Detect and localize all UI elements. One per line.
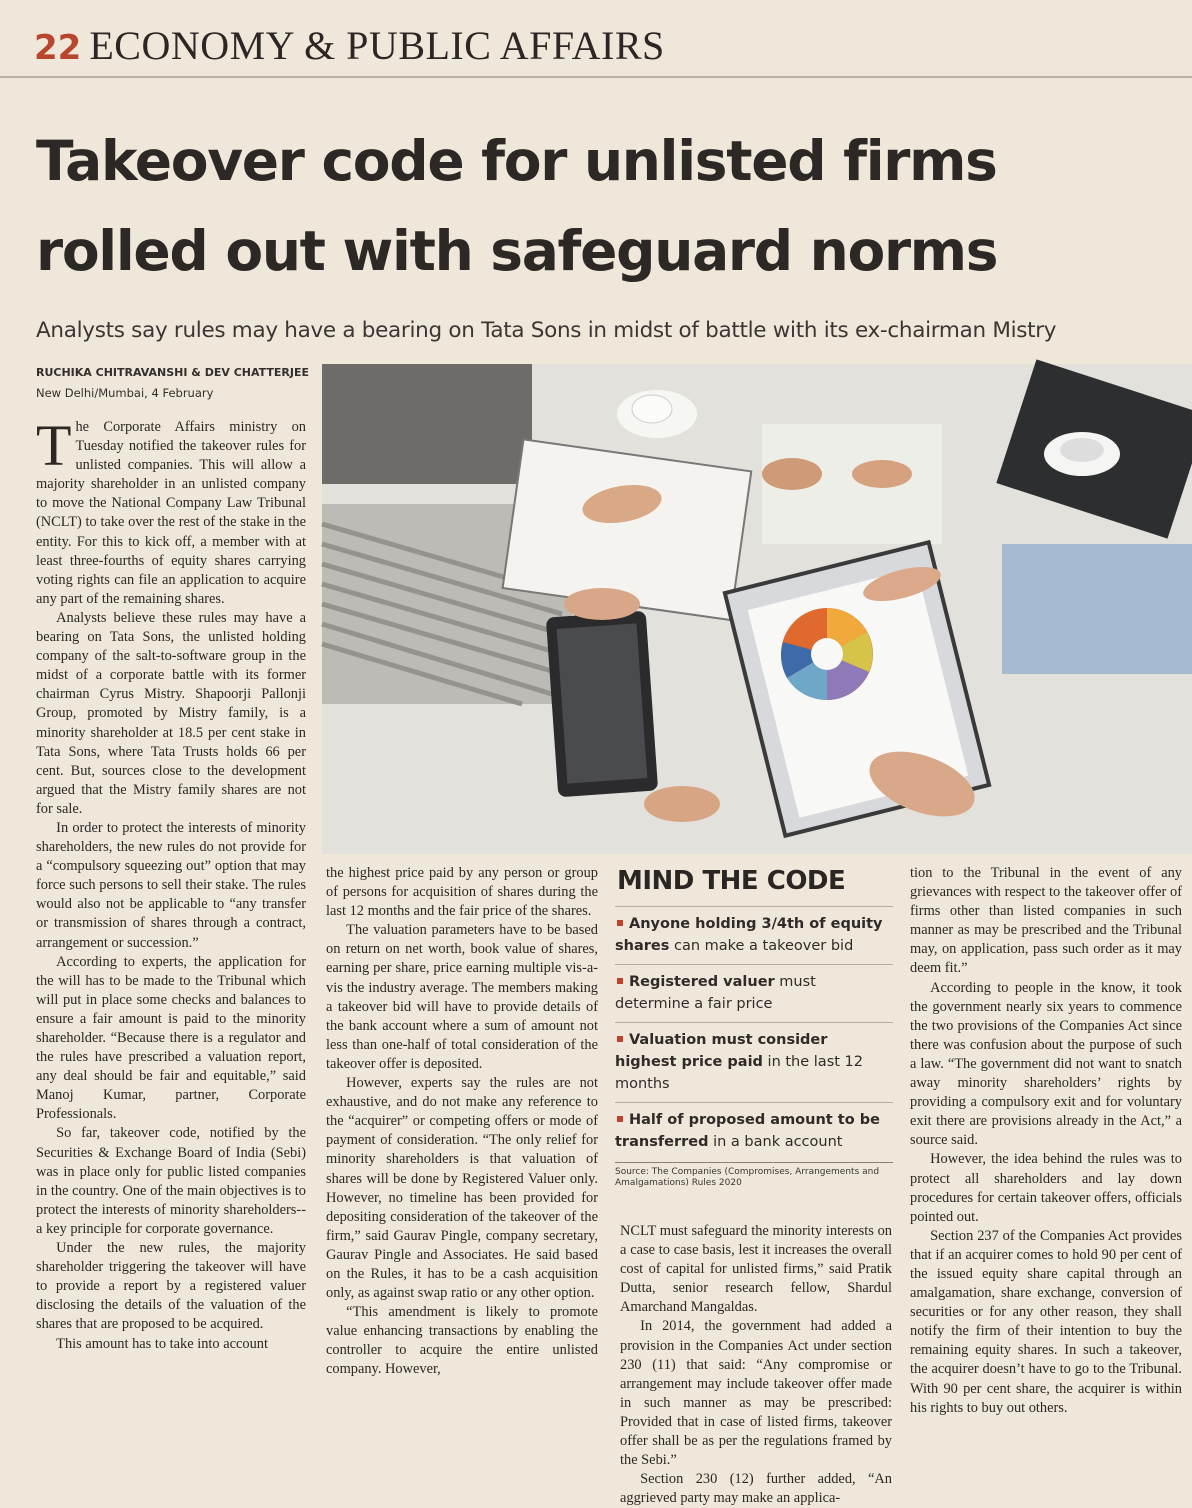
headline-line-1: Takeover code for unlisted firms [36, 129, 997, 193]
section-name: ECONOMY & PUBLIC AFFAIRS [89, 23, 665, 68]
article-paragraph: Under the new rules, the majority shareholder triggering the takeover will have to provide a report by a registered valuer disclosing the details of the valuation of the shares that are proposed to be acquired. [36, 1240, 306, 1333]
article-column-2 [326, 864, 598, 1478]
sidebar-item: Anyone holding 3/4th of equity shares can make a takeover bid [615, 906, 893, 964]
article-paragraph: The valuation parameters have to be based on return on net worth, book value of shares, earning per share, price earning multiple vis-a-vis the industry average. The members making a takeover bid will have to provide details of the bank account where a sum of amount not less than one-half of total consideration of the takeover offer is deposited. [326, 922, 598, 1072]
article-paragraph: However, experts say the rules are not exhaustive, and do not make any reference to the “acquirer” or competing offers or mode of payment of consideration. “The only relief for minority shareholders is that valuation of shares will be done by Registered Valuer only. However, no timeline has been provided for depositing consideration of the takeover of the firm,” said Gaurav Pingle, company secretary, Gaurav Pingle and Associates. He said based on the Rules, it has to be a cash acquisition only, as against swap ratio or any other option. [326, 1075, 598, 1302]
article-paragraph: the highest price paid by any person or group of persons for acquisition of shares during the last 12 months and the fair price of the shares. [326, 865, 598, 920]
article-paragraph: Analysts believe these rules may have a bearing on Tata Sons, the unlisted holding company of the salt-to-software group in the midst of a corporate battle with its former chairman Cyrus Mistry. Shapoorji Pallonji Group, promoted by Mistry family, is a minority shareholder at 18.5 per cent stake in Tata Sons, where Tata Trusts holds 66 per cent. But, sources close to the development argued that the Mistry family shares are not for sale. [36, 609, 306, 817]
article-paragraph: According to experts, the application for the will has to be made to the Tribunal which will put in place some checks and balances to ensure a fair amount is paid to the minority shareholder. “Because there is a regulator and the rules have prescribed a valuation report, any deal should be fair and equitable,” said Manoj Kumar, partner, Corporate Professionals. [36, 953, 306, 1123]
article-paragraph: Section 230 (12) further added, “An aggrieved party may make an applica- [620, 1471, 892, 1507]
article-paragraph: The Corporate Affairs ministry on Tuesday notified the takeover rules for unlisted companies. This will allow a majority shareholder in an unlisted company to move the National Company Law Tribunal (NCLT) to take over the rest of the stake in the entity. For this to kick off, a member with at least three-fourths of equity shares carrying voting rights can file an application to acquire any part of the remaining shares. [36, 413, 306, 607]
section-header [34, 22, 1184, 70]
bullet-square-icon [617, 1116, 623, 1122]
article-paragraph: “This amendment is likely to promote value enhancing transactions by enabling the controller to acquire the entire unlisted company. However, [326, 1304, 598, 1378]
bullet-square-icon [617, 920, 623, 926]
sidebar-title: MIND THE CODE [617, 866, 846, 896]
article-paragraph: Section 237 of the Companies Act provides that if an acquirer comes to hold 90 per cent of the issued equity share capital through an amalgamation, share exchange, conversion of securities or for any other reason, they shall notify the firm of their intention to buy the remaining equity shares. In such a takeover, the acquirer doesn’t have to go to the Tribunal. With 90 per cent share, the acquirer is within his rights to buy out others. [910, 1227, 1182, 1416]
sidebar-item: Registered valuer must determine a fair price [615, 964, 893, 1022]
article-column-3 [620, 1222, 892, 1507]
page-number: 22 [34, 28, 82, 68]
article-paragraph: So far, takeover code, notified by the Securities & Exchange Board of India (Sebi) was in place only for public listed companies in the country. One of the main objectives is to protect the interests of minority shareholders--a key principle for corporate governance. [36, 1125, 306, 1237]
article-paragraph: In order to protect the interests of minority shareholders, the new rules do not provide for a “compulsory squeezing out” option that may force such persons to sell their stake. The rules would also not be applicable to “any transfer or transmission of shares through a contract, arrangement or succession.” [36, 819, 306, 951]
sidebar-source: Source: The Companies (Compromises, Arrangements and Amalgamations) Rules 2020 [615, 1162, 893, 1189]
dateline: New Delhi/Mumbai, 4 February [36, 386, 214, 400]
article-paragraph: However, the idea behind the rules was to protect all shareholders and lay down procedures for certain takeover offers, officials pointed out. [910, 1151, 1182, 1225]
sidebar-item: Valuation must consider highest price paid in the last 12 months [615, 1022, 893, 1102]
byline: RUCHIKA CHITRAVANSHI & DEV CHATTERJEE [36, 366, 310, 379]
sidebar-item: Half of proposed amount to be transferred in a bank account [615, 1102, 893, 1160]
article-paragraph: NCLT must safeguard the minority interests on a case to case basis, lest it increases the overall cost of capital for unlisted firms,” said Pratik Dutta, senior research fellow, Shardul Amarchand Mangaldas. [620, 1223, 892, 1316]
mind-the-code-sidebar [615, 866, 893, 1206]
article-paragraph: According to people in the know, it took the government nearly six years to commence the two provisions of the Companies Act since there was confusion about the purpose of such a law. “The government did not want to snatch away minority shareholders’ rights by providing a compulsory exit and for voluntary exit there are provisions already in the Act,” a source said. [910, 979, 1182, 1149]
headline-line-2: rolled out with safeguard norms [36, 219, 998, 283]
deck-subheadline: Analysts say rules may have a bearing on Tata Sons in midst of battle with its ex-chairman Mistry [36, 318, 1057, 343]
article-column-4 [910, 864, 1182, 1478]
article-paragraph: This amount has to take into account [56, 1335, 268, 1352]
article-column-1 [36, 413, 306, 1478]
header-rule [0, 76, 1192, 78]
bullet-square-icon [617, 978, 623, 984]
bullet-square-icon [617, 1036, 623, 1042]
pie-chart-in-photo [781, 608, 873, 700]
drop-cap: T [36, 413, 72, 478]
article-paragraph: In 2014, the government had added a provision in the Companies Act under section 230 (11) that said: “Any compromise or arrangement may include takeover offer made in such manner as may be prescribed: Provided that in case of listed firms, takeover offer shall be as per the regulations framed by the Sebi.” [620, 1318, 892, 1469]
article-paragraph: tion to the Tribunal in the event of any grievances with respect to the takeover offer of firms other than listed companies in such manner as may be prescribed and the Tribunal may, on application, pass such order as it may deem fit.” [910, 865, 1182, 977]
article-photo [322, 364, 1192, 854]
